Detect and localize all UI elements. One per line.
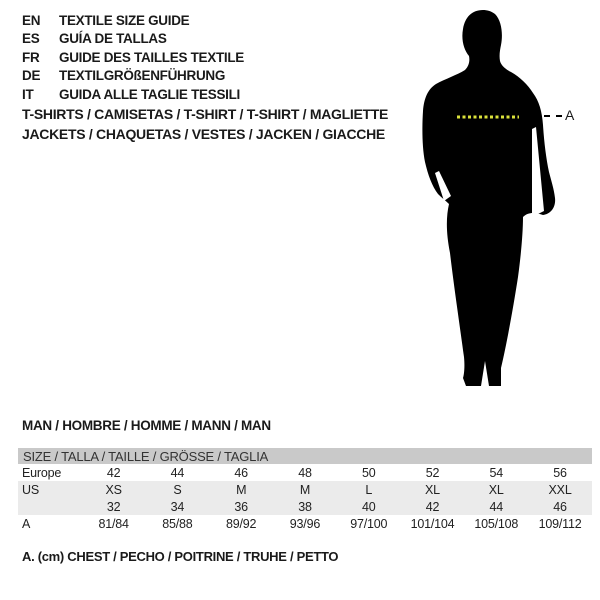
lang-code: EN: [22, 13, 41, 28]
size-cell: 44: [170, 465, 185, 480]
size-cell: L: [337, 481, 401, 498]
size-cell: 42: [106, 465, 121, 480]
row-label: US: [18, 481, 82, 498]
size-cell: 54: [489, 465, 503, 480]
size-cell: 81/84: [98, 516, 129, 531]
category-line-tshirts: T-SHIRTS / CAMISETAS / T-SHIRT / T-SHIRT / MAGLIETTE: [22, 106, 389, 122]
chest-measure-line-outer: [544, 115, 562, 117]
lang-row-es: [22, 30, 244, 48]
size-table: [18, 448, 592, 532]
man-silhouette-svg: [415, 5, 560, 390]
language-title-list: [22, 12, 244, 104]
size-cell: 34: [146, 498, 210, 515]
garment-categories: [22, 104, 388, 144]
lang-code: IT: [22, 86, 34, 102]
size-cell: 32: [82, 498, 146, 515]
lang-title: GUÍA DE TALLAS: [59, 31, 167, 47]
category-line-jackets: JACKETS / CHAQUETAS / VESTES / JACKEN / GIACCHE: [22, 126, 385, 142]
size-cell: 38: [273, 498, 337, 515]
size-cell: XXL: [528, 481, 592, 498]
size-cell: 109/112: [538, 516, 582, 531]
size-cell: 93/96: [289, 516, 321, 531]
size-cell: 85/88: [162, 516, 193, 531]
lang-title: GUIDE DES TAILLES TEXTILE: [59, 49, 245, 65]
table-row-alt-size: [18, 498, 592, 515]
size-cell: S: [146, 481, 210, 498]
size-cell: 50: [361, 465, 376, 480]
size-cell: 48: [298, 465, 312, 480]
size-cell: XS: [82, 481, 146, 498]
size-cell: XL: [401, 481, 465, 498]
row-label: A: [22, 516, 31, 531]
size-cell: M: [273, 481, 337, 498]
lang-code: ES: [22, 31, 40, 47]
table-row-chest-cm: [18, 515, 592, 532]
size-cell: 101/104: [410, 516, 455, 531]
lang-code: FR: [22, 49, 40, 65]
lang-row-fr: [22, 49, 244, 67]
size-cell: 89/92: [226, 516, 257, 531]
lang-title: GUIDA ALLE TAGLIE TESSILI: [59, 86, 240, 102]
lang-title: TEXTILGRÖßENFÜHRUNG: [59, 68, 226, 84]
section-title-man: MAN / HOMBRE / HOMME / MANN / MAN: [22, 418, 271, 433]
measurement-footnote: A. (cm) CHEST / PECHO / POITRINE / TRUHE / PETTO: [22, 549, 339, 564]
row-label: Europe: [22, 465, 62, 480]
size-cell: 46: [234, 465, 248, 480]
size-cell: 36: [209, 498, 273, 515]
lang-row-it: [22, 86, 244, 104]
row-label: [18, 498, 82, 515]
lang-code: DE: [22, 68, 41, 84]
size-cell: XL: [464, 481, 528, 498]
measure-label-a: A: [565, 107, 575, 123]
size-cell: 52: [425, 465, 440, 480]
lang-title: TEXTILE SIZE GUIDE: [59, 13, 190, 28]
size-cell: 40: [337, 498, 401, 515]
table-row-us: [18, 481, 592, 498]
size-table-header-row: [18, 448, 592, 464]
table-row-europe: [18, 464, 592, 481]
size-cell: 97/100: [350, 516, 388, 531]
size-cell: 46: [528, 498, 592, 515]
lang-row-en: [22, 12, 244, 30]
size-cell: 44: [464, 498, 528, 515]
size-table-header: SIZE / TALLA / TAILLE / GRÖSSE / TAGLIA: [18, 448, 592, 464]
lang-row-de: [22, 67, 244, 85]
man-silhouette-figure: [415, 5, 560, 390]
size-cell: 42: [401, 498, 465, 515]
size-cell: M: [209, 481, 273, 498]
size-cell: 105/108: [474, 516, 519, 531]
size-cell: 56: [553, 465, 567, 480]
